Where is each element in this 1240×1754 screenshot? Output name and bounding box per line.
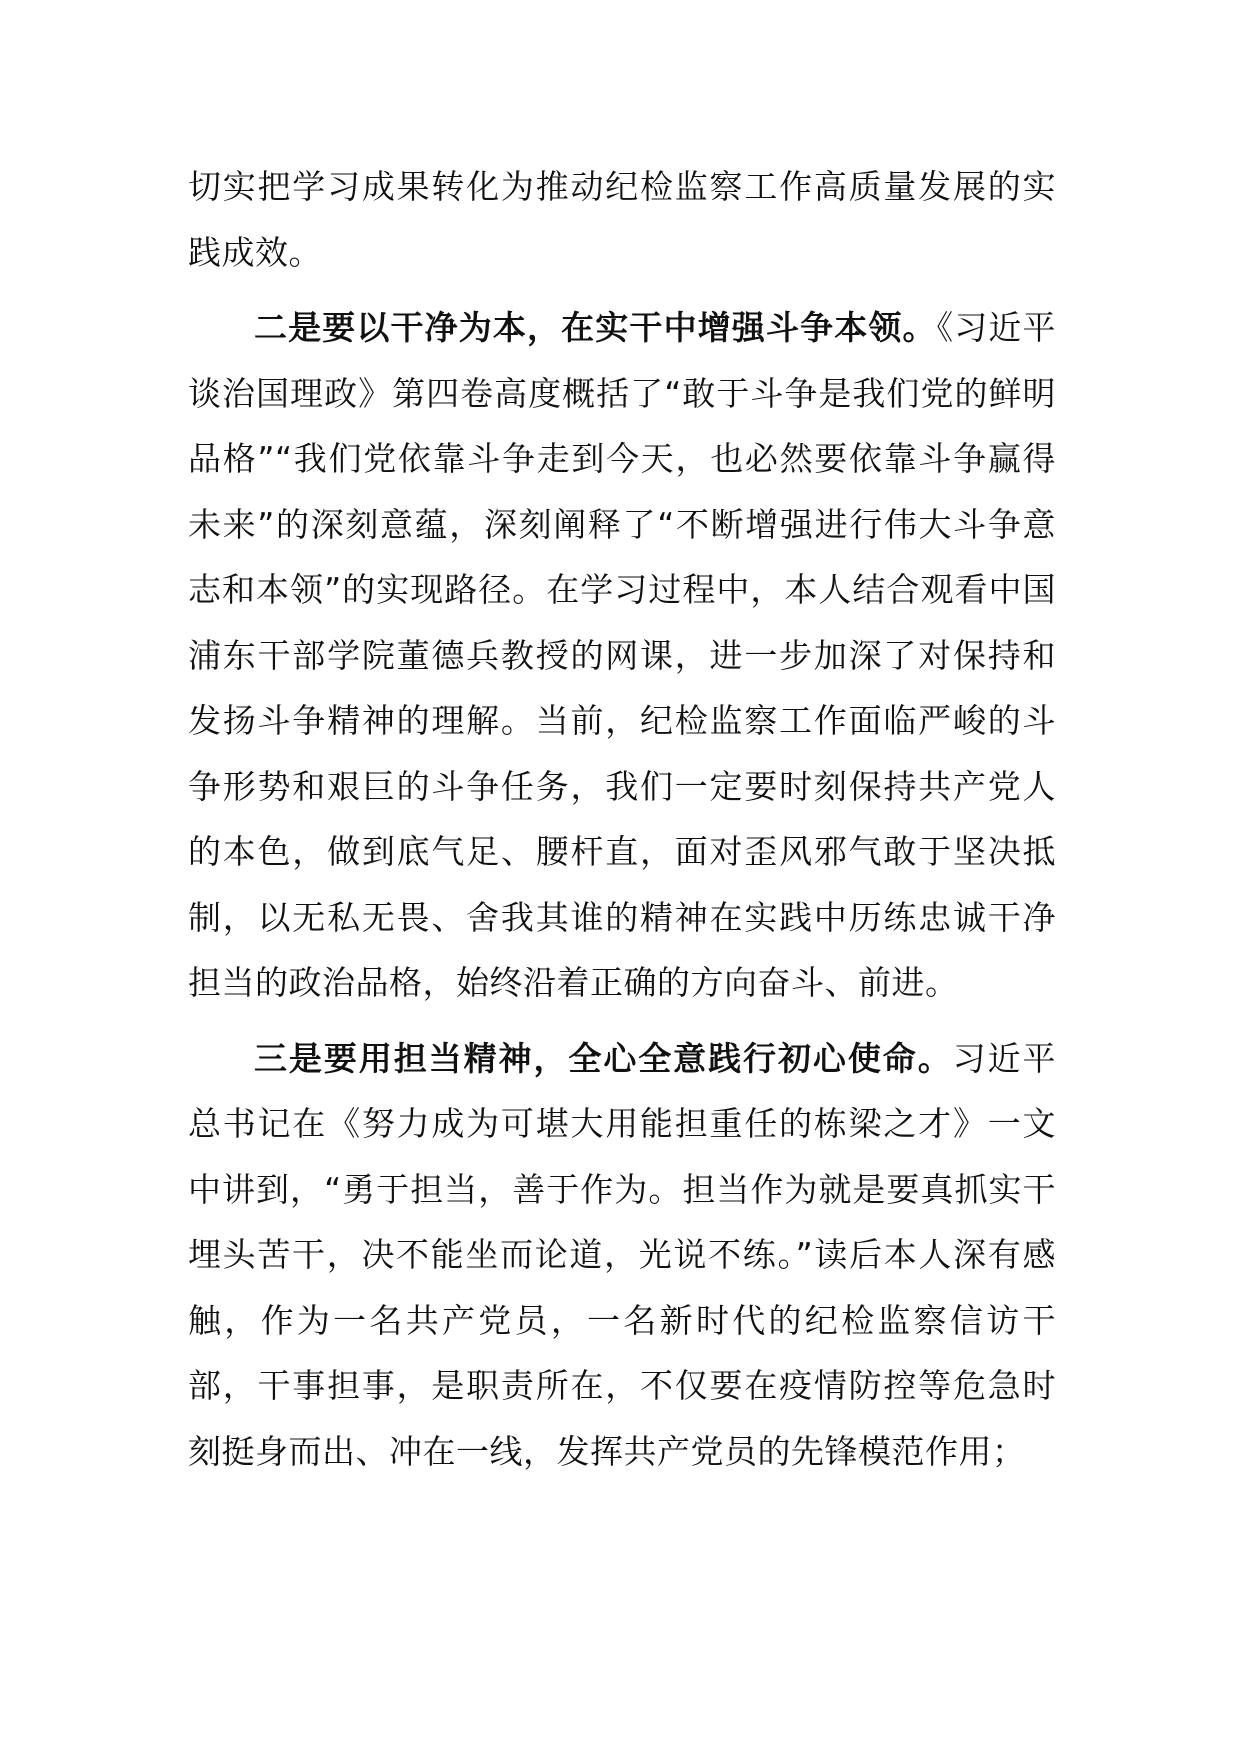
paragraph-lead-heading: 三是要用担当精神，全心全意践行初心使命。 xyxy=(254,1038,953,1078)
paragraph-body: 《习近平谈治国理政》第四卷高度概括了“敢于斗争是我们党的鲜明品格”“我们党依靠斗争走到今天，也必然要依靠斗争赢得未来”的深刻意蕴，深刻阐释了“不断增强进行伟大斗争意志和本领”的实现路径。在学习过程中，本人结合观看中国浦东干部学院董德兵教授的网课，进一步加深了对保持和发扬斗争精神的理解。当前，纪检监察工作面临严峻的斗争形势和艰巨的斗争任务，我们一定要时刻保持共产党人的本色，做到底气足、腰杆直，面对歪风邪气敢于坚决抵制，以无私无畏、舍我其谁的精神在实践中历练忠诚干净担当的政治品格，始终沿着正确的方向奋斗、前进。 xyxy=(188,308,1057,1002)
paragraph-body: 习近平总书记在《努力成为可堪大用能担重任的栋梁之才》一文中讲到，“勇于担当，善于作为。担当作为就是要真抓实干埋头苦干，决不能坐而论道，光说不练。”读后本人深有感触，作为一名共产党员，一名新时代的纪检监察信访干部，干事担事，是职责所在，不仅要在疫情防控等危急时刻挺身而出、冲在一线，发挥共产党员的先锋模范作用； xyxy=(188,1038,1057,1471)
paragraph-point-two xyxy=(188,295,1056,1016)
paragraph-point-three xyxy=(188,1026,1056,1485)
paragraph-body: 切实把学习成果转化为推动纪检监察工作高质量发展的实践成效。 xyxy=(188,167,1056,272)
document-body xyxy=(188,154,1056,1484)
paragraph-lead-heading: 二是要以干净为本，在实干中增强斗争本领。 xyxy=(254,308,937,347)
paragraph-continuation xyxy=(188,154,1056,285)
